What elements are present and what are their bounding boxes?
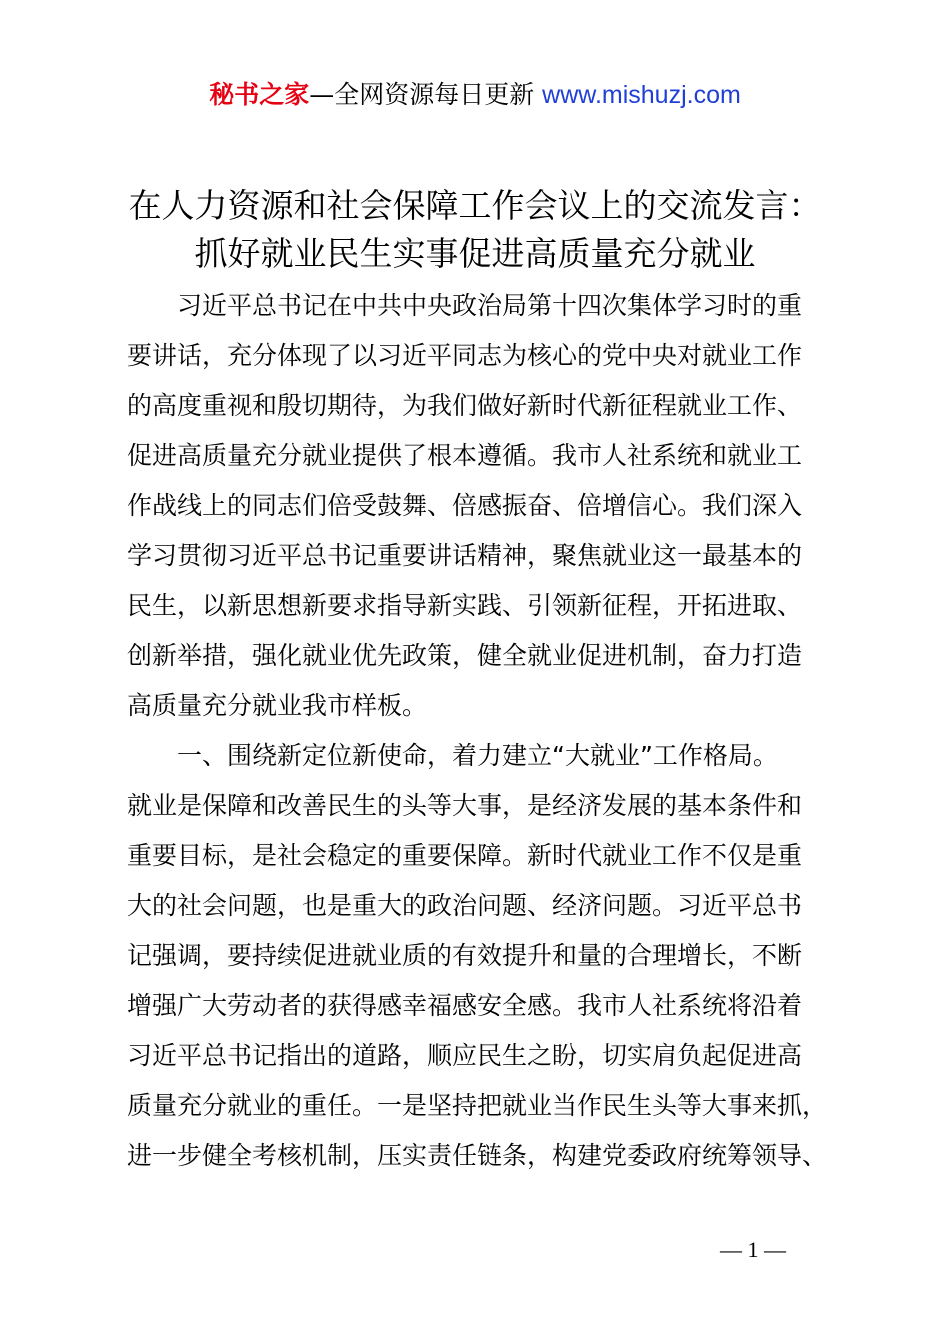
body-line: 就业是保障和改善民生的头等大事，是经济发展的基本条件和 <box>127 791 803 820</box>
body-line: 习近平总书记指出的道路，顺应民生之盼，切实肩负起促进高 <box>127 1041 803 1070</box>
paragraph-1 <box>127 281 847 731</box>
body-line: 大的社会问题，也是重大的政治问题、经济问题。习近平总书 <box>127 891 803 920</box>
site-url[interactable]: www.mishuzj.com <box>542 81 741 109</box>
body-line: 的高度重视和殷切期待，为我们做好新时代新征程就业工作、 <box>127 391 803 420</box>
body-line: 习近平总书记在中共中央政治局第十四次集体学习时的重 <box>177 291 803 320</box>
body-line: 促进高质量充分就业提供了根本遵循。我市人社系统和就业工 <box>127 441 803 470</box>
body-line: 作战线上的同志们倍受鼓舞、倍感振奋、倍增信心。我们深入 <box>127 491 803 520</box>
title-line-2: 抓好就业民生实事促进高质量充分就业 <box>194 234 756 273</box>
body-line: 创新举措，强化就业优先政策，健全就业促进机制，奋力打造 <box>127 641 803 670</box>
body-line: 学习贯彻习近平总书记重要讲话精神，聚焦就业这一最基本的 <box>127 541 803 570</box>
body-line: 高质量充分就业我市样板。 <box>127 691 428 720</box>
body-line: 质量充分就业的重任。一是坚持把就业当作民生头等大事来抓， <box>127 1091 828 1120</box>
body-line: 进一步健全考核机制，压实责任链条，构建党委政府统筹领导、 <box>127 1141 828 1170</box>
document-body <box>127 281 847 1181</box>
site-tagline: —全网资源每日更新 <box>309 80 543 109</box>
site-brand: 秘书之家 <box>209 80 310 109</box>
paragraph-2 <box>127 731 847 1181</box>
page-number: — 1 — <box>720 1237 786 1262</box>
body-line: 民生，以新思想新要求指导新实践、引领新征程，开拓进取、 <box>127 591 803 620</box>
site-header <box>0 78 950 112</box>
body-line: 重要目标，是社会稳定的重要保障。新时代就业工作不仅是重 <box>127 841 803 870</box>
body-line: 记强调，要持续促进就业质的有效提升和量的合理增长，不断 <box>127 941 803 970</box>
document-title <box>0 182 950 278</box>
body-line: 增强广大劳动者的获得感幸福感安全感。我市人社系统将沿着 <box>127 991 803 1020</box>
title-line-1: 在人力资源和社会保障工作会议上的交流发言： <box>128 186 822 225</box>
section-heading: 一、围绕新定位新使命，着力建立“大就业”工作格局。 <box>177 741 778 770</box>
body-line: 要讲话，充分体现了以习近平同志为核心的党中央对就业工作 <box>127 341 803 370</box>
